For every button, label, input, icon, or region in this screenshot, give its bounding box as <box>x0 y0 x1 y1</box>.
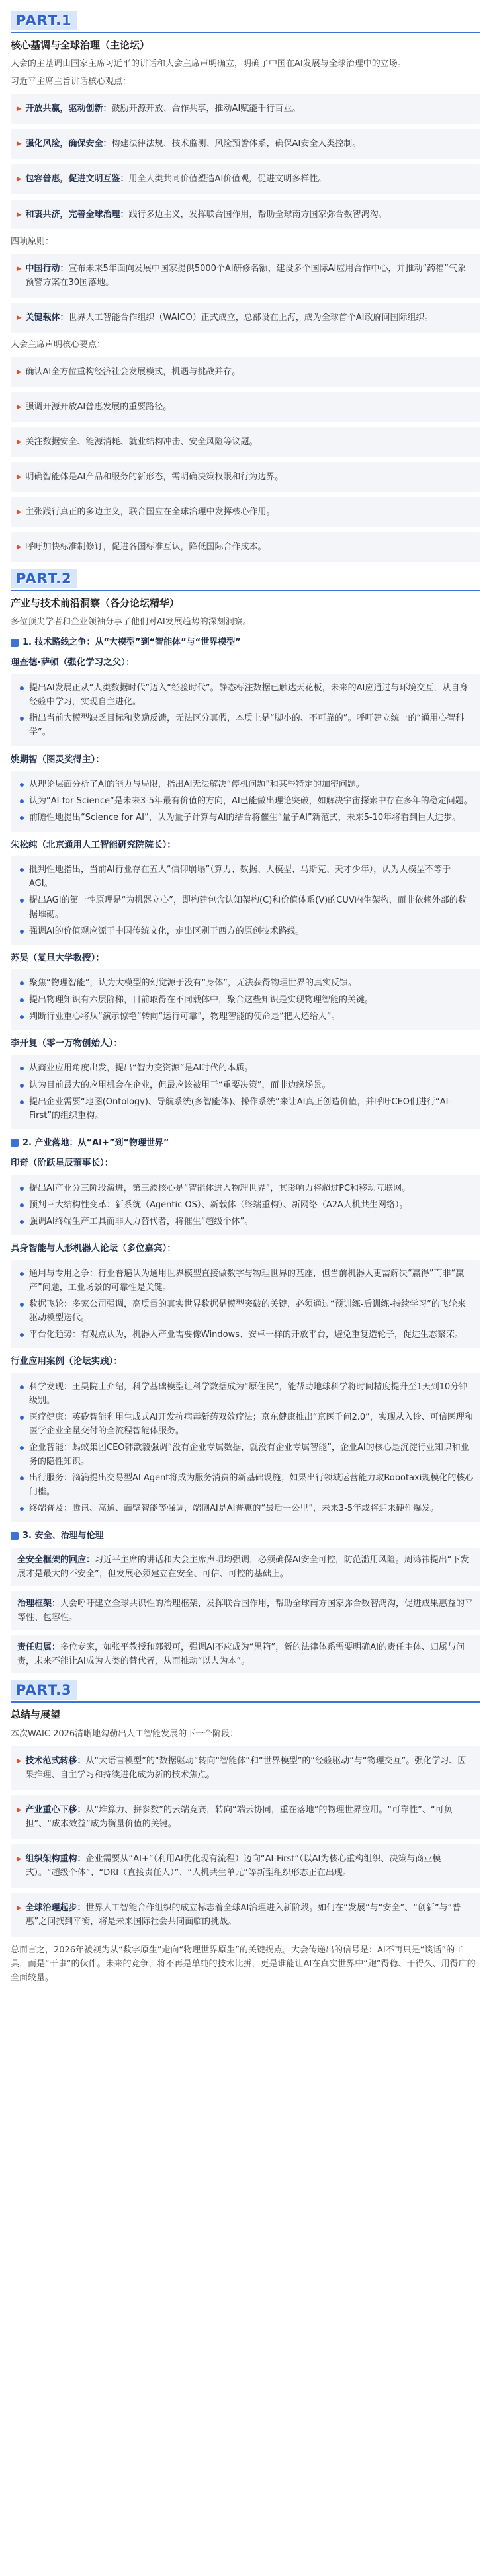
square-icon <box>11 639 19 647</box>
bullet-icon <box>20 1303 24 1307</box>
list-item-text: 企业智能：蚂蚁集团CEO韩歆毅强调“没有企业专属数据，就没有企业专属智能”，企业AI的核心是沉淀行业知识和业务的隐性知识。 <box>29 1442 469 1467</box>
list-item <box>20 976 474 990</box>
statement-text: 强调开源开放AI普惠发展的重要路径。 <box>25 401 172 412</box>
bullet-icon <box>20 1416 24 1420</box>
list-item <box>20 1010 474 1024</box>
list-item-text: 平台化趋势：有观点认为，机器人产业需要像Windows、安卓一样的开放平台，避免重复造轮子，促进生态繁荣。 <box>29 1329 464 1340</box>
safety-item-text: 多位专家，如张平教授和郭毅可，强调AI不应成为“黑箱”，新的法律体系需要明确AI的责任主体、归属与问责，未来不能让AI成为人类的替代者，从而推动“以人为本”。 <box>17 1642 465 1667</box>
list-item-text: 提出AI产业分三阶段演进，第三波核心是“智能体进入物理世界”，其影响力将超过PC和移动互联网。 <box>29 1183 411 1193</box>
bullet-icon <box>20 868 24 872</box>
bullet-icon <box>20 1187 24 1191</box>
bullet-icon <box>20 1015 24 1019</box>
expert-points <box>11 856 480 944</box>
statement-item <box>11 427 480 457</box>
list-item <box>20 1061 474 1075</box>
list-item-text: 从商业应用角度出发，提出“智力变资源”是AI时代的本质。 <box>29 1063 253 1074</box>
subsection-title <box>11 635 480 649</box>
list-item <box>20 778 474 791</box>
list-item <box>20 1502 474 1515</box>
list-item-text: 医疗健康：英矽智能利用生成式AI开发抗病毒新药双效疗法；京东健康推出“京医千问2.0”，实现从入诊、可信医理和医学企业全量交付的全流程智能体服务。 <box>29 1412 473 1436</box>
speech-list <box>11 94 480 229</box>
expert-name: 朱松纯（北京通用人工智能研究院院长）： <box>11 839 176 850</box>
group-name: 具身智能与人形机器人论坛（多位嘉宾）： <box>11 1242 176 1254</box>
outlook-item-text: 世界人工智能合作组织的成立标志着全球AI治理进入新阶段。如何在“发展”与“安全”、“创新”与“普惠”之间找到平衡，将是未来国际社会共同面临的挑战。 <box>25 1903 461 1927</box>
arrow-right-icon: ▸ <box>17 507 22 517</box>
subsection-title-text: 3. 安全、治理与伦理 <box>22 1531 104 1541</box>
part2-header <box>11 569 480 588</box>
statement-text: 确认AI全方位重构经济社会发展模式，机遇与挑战并存。 <box>25 366 241 377</box>
safety-item-head: 治理框架： <box>17 1599 61 1609</box>
part2-section <box>11 569 480 1673</box>
bullet-icon <box>20 1507 24 1511</box>
arrow-right-icon: ▸ <box>17 542 22 553</box>
list-item <box>20 893 474 921</box>
statement-text: 明确智能体是AI产品和服务的新形态，需明确决策权限和行为边界。 <box>25 471 284 482</box>
list-item-text: 提出AI发展正从“人类数据时代”迈入“经验时代”。静态标注数据已触达天花板，未来的AI应通过与环境交互，从自身经验中学习，实现自主进化。 <box>29 683 469 707</box>
bullet-icon <box>20 998 24 1002</box>
action-item <box>11 303 480 333</box>
outlook-item-head: 技术范式转移： <box>25 1755 86 1766</box>
statement-item <box>11 532 480 562</box>
statement-list <box>11 357 480 562</box>
speech-item <box>11 164 480 194</box>
safety-item <box>11 1591 480 1630</box>
list-item <box>20 1182 474 1195</box>
speech-item-head: 和衷共济，完善全球治理： <box>25 209 129 220</box>
arrow-right-icon: ▸ <box>17 366 22 377</box>
list-item-text: 前瞻性地提出“Science for AI”，认为量子计算与AI的结合将催生“量子AI”新范式，未来5-10年将看到巨大进步。 <box>29 813 461 823</box>
group-points <box>11 1175 480 1235</box>
list-item <box>20 1380 474 1408</box>
arrow-right-icon: ▸ <box>17 1853 22 1864</box>
subsection-title-text: 1. 技术路线之争：从“大模型”到“智能体”与“世界模型” <box>22 637 241 648</box>
action-item-head: 中国行动： <box>25 263 69 274</box>
arrow-right-icon: ▸ <box>17 104 22 114</box>
list-item <box>20 681 474 709</box>
expert-name: 姚期智（图灵奖得主）： <box>11 754 105 765</box>
statement-text: 主张践行真正的多边主义，联合国应在全球治理中发挥核心作用。 <box>25 507 275 517</box>
arrow-right-icon: ▸ <box>17 436 22 447</box>
list-item-text: 强调AI的价值观应源于中国传统文化，走出区别于西方的原创技术路线。 <box>29 926 304 936</box>
list-item-text: 从理论层面分析了AI的能力与局限，指出AI无法解决“停机问题”和某些特定的加密问题。 <box>29 780 365 790</box>
list-item <box>20 1297 474 1325</box>
bullet-icon <box>20 799 24 803</box>
statement-text: 呼吁加快标准制修订，促进各国标准互认，降低国际合作成本。 <box>25 542 267 553</box>
expert-points <box>11 1055 480 1129</box>
list-item-text: 指出当前大模型缺乏目标和奖励反馈，无法区分真假，本质上是“脚小的、不可靠的”。呼吁建立统一的“通用心智科学”。 <box>29 713 465 738</box>
expert-points <box>11 771 480 831</box>
part2-intro: 多位顶尖学者和企业领袖分享了他们对AI发展趋势的深刻洞察。 <box>11 617 251 627</box>
list-item-text: 终端普及：腾讯、高通、面壁智能等强调，端侧AI是AI普惠的“最后一公里”，未来3-5年或将迎来硬件爆发。 <box>29 1504 439 1514</box>
list-item-text: 认为“AI for Science”是未来3-5年最有价值的方向，AI已能做出理论突破，如解决宇宙探索中存在多年的稳定问题。 <box>29 796 472 807</box>
action-item-text: 世界人工智能合作组织（WAICO）正式成立，总部设在上海，成为全球首个AI政府间国际组织。 <box>68 312 433 323</box>
expert-points <box>11 674 480 746</box>
bullet-icon <box>20 1203 24 1207</box>
list-item-text: 强调AI终端生产工具而非人力替代者，将催生“超级个体”。 <box>29 1216 253 1227</box>
list-item <box>20 811 474 825</box>
speech-item-head: 开放共赢，驱动创新： <box>25 104 112 114</box>
bullet-icon <box>20 1333 24 1337</box>
list-item-text: 提出AGI的第一性原理是“为机器立心”，即构建包含认知架构(C)和价值体系(V)的CUV内生架构，而非依赖外部的数据堆砌。 <box>29 895 467 920</box>
part1-intro: 大会的主基调由国家主席习近平的讲话和大会主席声明确立，明确了中国在AI发展与全球治理中的立场。 <box>11 59 406 69</box>
list-item <box>20 863 474 891</box>
outlook-item <box>11 1746 480 1790</box>
list-item <box>20 711 474 739</box>
list-item <box>20 1198 474 1212</box>
list-item-text: 科学发现：王昊院士介绍，科学基础模型让科学数据成为“原住民”，能帮助地球科学将时间精度提升至1天到10分钟级别。 <box>29 1381 468 1406</box>
action-item <box>11 254 480 298</box>
list-item <box>20 924 474 938</box>
list-item-text: 提出物理知识有六层阶梯，目前取得在不同载体中，聚合这些知识是实现物理智能的关键。 <box>29 994 374 1005</box>
statement-item <box>11 357 480 387</box>
speech-item-text: 践行多边主义，发挥联合国作用，帮助全球南方国家弥合数智鸿沟。 <box>128 209 387 220</box>
outlook-item <box>11 1844 480 1888</box>
statement-item <box>11 497 480 527</box>
part2-badge: PART.2 <box>11 569 77 588</box>
speech-item-head: 强化风险，确保安全： <box>25 139 112 149</box>
list-item-text: 通用与专用之争：行业普遍认为通用世界模型直接做数字与物理世界的基座，但当前机器人更需解决“赢得”而非“赢产”问题，工业场景的可靠性是关键。 <box>29 1268 465 1293</box>
bullet-icon <box>20 1084 24 1088</box>
speech-item-text: 构建法律法规、技术监测、风险预警体系，确保AI安全人类控制。 <box>111 139 361 149</box>
part1-title: 核心基调与全球治理（主论坛） <box>11 39 150 51</box>
arrow-right-icon: ▸ <box>17 174 22 184</box>
arrow-right-icon: ▸ <box>17 209 22 220</box>
speech-item-text: 鼓励开源开放、合作共享，推动AI赋能千行百业。 <box>111 104 301 114</box>
safety-item <box>11 1548 480 1586</box>
list-item <box>20 1410 474 1438</box>
action-label: 四项原则： <box>11 236 54 247</box>
arrow-right-icon: ▸ <box>17 471 22 482</box>
outlook-item-text: 从“大语言模型”的“数据驱动”转向“智能体”和“世界模型”的“经验驱动”与“物理交互”。强化学习、因果推理、自主学习和持续进化成为新的技术焦点。 <box>25 1755 467 1780</box>
bullet-icon <box>20 1385 24 1389</box>
subsection-title <box>11 1136 480 1150</box>
list-item <box>20 794 474 808</box>
part3-header <box>11 1680 480 1700</box>
arrow-right-icon: ▸ <box>17 401 22 412</box>
safety-item <box>11 1635 480 1673</box>
group-points <box>11 1373 480 1522</box>
part1-divider <box>11 32 480 33</box>
outlook-item-head: 全球治理起步： <box>25 1903 86 1913</box>
list-item <box>20 1441 474 1469</box>
square-icon <box>11 1532 19 1540</box>
subsection-title <box>11 1529 480 1543</box>
speech-item-head: 包容普惠，促进文明互鉴： <box>25 174 129 184</box>
list-item <box>20 1471 474 1499</box>
bullet-icon <box>20 783 24 787</box>
outlook-item-head: 组织架构重构： <box>25 1853 86 1864</box>
statement-item <box>11 462 480 492</box>
safety-item-text: 习近平主席的讲话和大会主席声明均强调，必须确保AI安全可控，防范滥用风险。周鸿祎提出“下发展才是最大的不安全”，但发展必须建立在安全、可信、可控的基础上。 <box>17 1555 469 1580</box>
part3-divider <box>11 1701 480 1703</box>
part1-header <box>11 11 480 30</box>
action-item-head: 关键载体： <box>25 312 69 323</box>
list-item-text: 出行服务：滴滴提出交易型AI Agent将成为服务消费的新基础设施；如果出行领域运营能力取Robotaxi规模化的核心门槛。 <box>29 1472 474 1497</box>
bullet-icon <box>20 1100 24 1104</box>
safety-item-head: 责任归属： <box>17 1642 61 1653</box>
bullet-icon <box>20 1067 24 1070</box>
expert-name: 李开复（零一万物创始人）： <box>11 1037 122 1049</box>
safety-list <box>11 1548 480 1673</box>
part1-section <box>11 11 480 562</box>
list-item-text: 认为目前最大的应用机会在企业，但最应该被用于“重要决策”，而非边缘场景。 <box>29 1080 331 1090</box>
part3-title: 总结与展望 <box>11 1709 61 1721</box>
outlook-item <box>11 1893 480 1937</box>
arrow-right-icon: ▸ <box>17 1804 22 1815</box>
safety-item-head: 全安全框架的回应： <box>17 1555 95 1566</box>
outlook-item-head: 产业重心下移： <box>25 1804 86 1815</box>
bullet-icon <box>20 686 24 690</box>
part2-title: 产业与技术前沿洞察（各分论坛精华） <box>11 597 180 610</box>
square-icon <box>11 1139 19 1147</box>
part1-badge: PART.1 <box>11 11 77 30</box>
list-item-text: 聚焦“物理智能”，认为大模型的幻觉源于没有“身体”，无法获得物理世界的真实反馈。 <box>29 978 357 988</box>
bullet-icon <box>20 930 24 934</box>
speech-item <box>11 129 480 159</box>
bullet-icon <box>20 717 24 721</box>
list-item <box>20 1328 474 1342</box>
group-name: 印奇（阶跃星辰董事长）： <box>11 1157 114 1168</box>
part3-section <box>11 1680 480 1985</box>
outlook-item-text: 企业需要从“AI+”（利用AI优化现有流程）迈向“AI-First”（以AI为核心重构组织、决策与商业模式）。“超级个体”、“DRI（直接责任人）”、“人机共生单元”等新型组织形态正在出现。 <box>25 1853 441 1878</box>
bullet-icon <box>20 981 24 985</box>
list-item-text: 批判性地指出，当前AI行业存在五大“信仰崩塌”（算力、数据、大模型、马斯克、天才少年），认为大模型不等于AGI。 <box>29 865 451 889</box>
statement-item <box>11 392 480 422</box>
arrow-right-icon: ▸ <box>17 1755 22 1766</box>
action-item-text: 宣布未来5年面向发展中国家提供5000个AI研修名额，建设多个国际AI应用合作中心，并推动“药福”气象预警方案在30国落地。 <box>25 263 466 288</box>
bullet-icon <box>20 1220 24 1224</box>
statement-label: 大会主席声明核心要点： <box>11 339 106 350</box>
speech-item <box>11 94 480 124</box>
bullet-icon <box>20 816 24 820</box>
bullet-icon <box>20 899 24 903</box>
bullet-icon <box>20 1272 24 1276</box>
part3-badge: PART.3 <box>11 1680 77 1700</box>
speech-item-text: 用全人类共同价值塑造AI价值观，促进文明多样性。 <box>128 174 327 184</box>
list-item-text: 预判三大结构性变革：新系统（Agentic OS）、新载体（终端重构）、新网络（A2A人机共生网络）。 <box>29 1199 408 1210</box>
part3-intro: 本次WAIC 2026清晰地勾勒出人工智能发展的下一个阶段： <box>11 1728 239 1739</box>
bullet-icon <box>20 1476 24 1480</box>
arrow-right-icon: ▸ <box>17 1903 22 1913</box>
part2-divider <box>11 590 480 591</box>
list-item <box>20 1095 474 1123</box>
list-item-text: 数据飞轮：多家公司强调，高质量的真实世界数据是模型突破的关键，必须通过“预训练-后训练-持续学习”的飞轮来驱动模型迭代。 <box>29 1299 466 1323</box>
safety-item-text: 大会呼吁建立全球共识性的治理框架，发挥联合国作用，帮助全球南方国家弥合数智鸿沟，促进成果惠益的平等性、包容性。 <box>17 1599 474 1623</box>
expert-points <box>11 969 480 1029</box>
list-item-text: 判断行业重心将从“演示惊艳”转向“运行可靠”，物理智能的使命是“把人还给人”。 <box>29 1011 340 1022</box>
speech-item <box>11 200 480 229</box>
list-item <box>20 1215 474 1228</box>
outlook-item <box>11 1795 480 1839</box>
arrow-right-icon: ▸ <box>17 139 22 149</box>
group-name: 行业应用案例（论坛实践）： <box>11 1355 122 1367</box>
subsection-title-text: 2. 产业落地：从“AI+”到“物理世界” <box>22 1137 169 1148</box>
statement-text: 关注数据安全、能源消耗、就业结构冲击、安全风险等议题。 <box>25 436 258 447</box>
arrow-right-icon: ▸ <box>17 263 22 274</box>
list-item <box>20 993 474 1007</box>
expert-name: 苏昊（复旦大学教授）： <box>11 952 105 963</box>
list-item <box>20 1078 474 1092</box>
outlook-item-text: 从“堆算力、拼参数”的云端竞赛，转向“端云协同，重在落地”的物理世界应用。“可靠性”、“可负担”、“成本效益”成为衡量价值的关键。 <box>25 1804 453 1829</box>
expert-name: 理查德·萨顿（强化学习之父）： <box>11 657 135 668</box>
speech-label: 习近平主席主旨讲话核心观点： <box>11 77 132 87</box>
arrow-right-icon: ▸ <box>17 312 22 323</box>
list-item-text: 提出企业需要“地图(Ontology)、导航系统(多智能体)、操作系统”来让AI真正创造价值，并呼吁CEO们进行“AI-First”的组织重构。 <box>29 1096 452 1121</box>
list-item <box>20 1267 474 1295</box>
bullet-icon <box>20 1446 24 1450</box>
summary-paragraph: 总而言之，2026年被视为从“数字原生”走向“物理世界原生”的关键拐点。大会传递出的信号是：AI不再只是“谈话”的工具，而是“干事”的伙伴。未来的竞争，将不再是单纯的技术比拼，更是谁能让AI在真实世界中“跑”得稳、干得久、用得广的全面较量。 <box>11 1945 476 1984</box>
group-points <box>11 1260 480 1348</box>
